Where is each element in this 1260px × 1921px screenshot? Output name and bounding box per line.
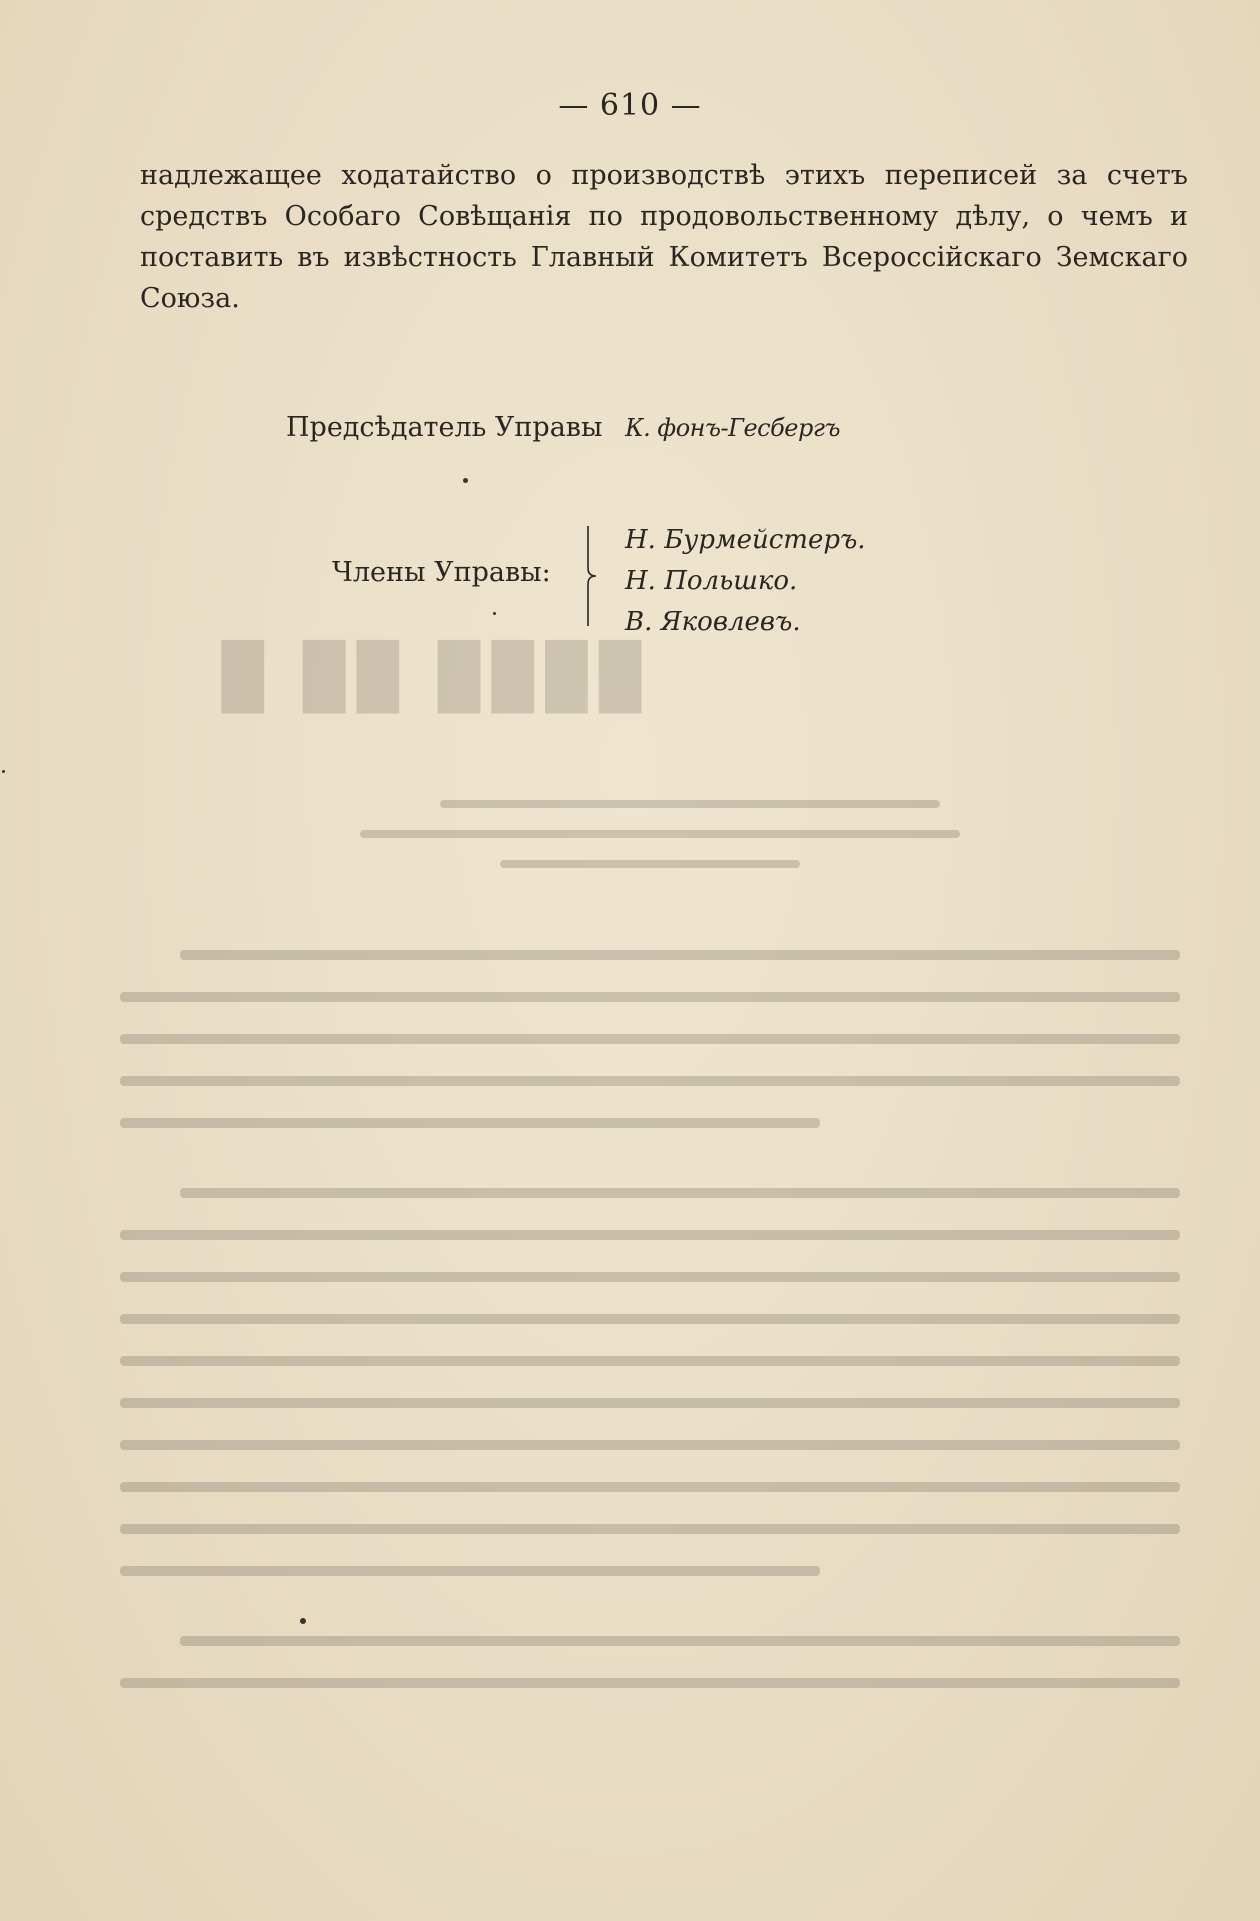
member-name: В. Яковлевъ. [625,607,801,637]
chairman-signature-block [286,412,840,443]
member-name: Н. Бурмейстеръ. [625,525,866,555]
members-label: Члены Управы: [332,557,551,588]
page-number: — 610 — [558,88,702,123]
body-line: надлежащее ходатайство о производствѣ этихъ переписей за счетъ [140,160,1188,191]
chairman-signature: К. фонъ-Гесбергъ [625,414,840,442]
paper-speck [2,770,5,773]
body-paragraph [140,155,1188,319]
paper-speck [493,612,496,615]
body-line: средствъ Особаго Совѣщанія по продовольственному дѣлу, о чемъ и [140,201,1188,232]
bleed-through-lines [120,620,1180,1740]
chairman-label: Предсѣдатель Управы [286,412,603,443]
paper-speck [300,1618,306,1624]
body-line: поставить въ извѣстность Главный Комитетъ Всероссійскаго Земскаго [140,242,1188,273]
paper-speck [463,478,468,483]
member-name: Н. Польшко. [625,566,798,596]
brace-icon [584,524,602,628]
members-list [625,520,866,643]
body-line: Союза. [140,283,240,314]
bleed-through-texture: ▉▉▉▉ ▉▉ ▉ [210,640,641,713]
